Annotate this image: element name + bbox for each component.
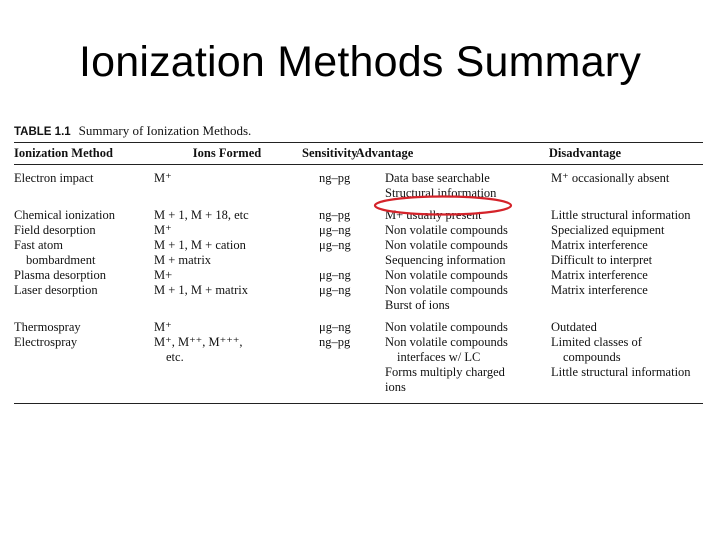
cell-disadvantage <box>551 320 703 335</box>
table-row <box>14 223 703 238</box>
cell-line: Thermospray <box>14 320 81 334</box>
cell-line: Non volatile compounds <box>385 238 508 252</box>
row-gap <box>14 313 703 320</box>
table-row <box>14 283 703 313</box>
cell-advantage <box>385 335 551 395</box>
cell-ions <box>154 223 304 238</box>
cell-line: Matrix interference <box>551 268 648 282</box>
table-caption <box>14 122 703 140</box>
cell-method <box>14 171 154 201</box>
cell-disadvantage <box>551 268 703 283</box>
cell-line: M + 1, M + cation <box>154 238 246 252</box>
cell-ions <box>154 171 304 201</box>
cell-method <box>14 223 154 238</box>
table-row <box>14 268 703 283</box>
slide-title: Ionization Methods Summary <box>78 38 642 86</box>
table-row <box>14 208 703 223</box>
cell-line: μg–ng <box>319 283 351 297</box>
table-row <box>14 171 703 201</box>
table-bottom-rule <box>14 403 703 404</box>
ionization-methods-table <box>14 143 703 164</box>
cell-line: M+ usually present <box>385 208 482 222</box>
table-row <box>14 238 703 268</box>
cell-sensitivity <box>304 283 385 313</box>
cell-method <box>14 320 154 335</box>
cell-line: M⁺ <box>154 223 172 237</box>
cell-line: ng–pg <box>319 171 351 185</box>
cell-line: compounds <box>563 350 621 364</box>
cell-ions <box>154 320 304 335</box>
cell-line: Burst of ions <box>385 298 450 312</box>
cell-disadvantage <box>551 223 703 238</box>
highlight-circle <box>373 195 513 216</box>
ionization-methods-body <box>14 171 703 395</box>
cell-method <box>14 268 154 283</box>
cell-line: Difficult to interpret <box>551 253 653 267</box>
cell-line: M+ <box>154 268 173 282</box>
cell-sensitivity <box>304 223 385 238</box>
cell-line: Electron impact <box>14 171 94 185</box>
cell-line: Limited classes of <box>551 335 642 349</box>
cell-line: Sequencing information <box>385 253 506 267</box>
cell-line: Laser desorption <box>14 283 98 297</box>
cell-line: Data base searchable <box>385 171 490 185</box>
cell-line: Outdated <box>551 320 597 334</box>
cell-line: Plasma desorption <box>14 268 107 282</box>
cell-line: Field desorption <box>14 223 96 237</box>
header-method: Ionization Method <box>14 146 113 160</box>
ionization-table-figure <box>14 122 703 395</box>
cell-line: Non volatile compounds <box>385 335 508 349</box>
cell-line: M + matrix <box>154 253 212 267</box>
cell-line: μg–ng <box>319 223 351 237</box>
cell-disadvantage <box>551 238 703 268</box>
cell-advantage <box>385 320 551 335</box>
cell-sensitivity <box>304 268 385 283</box>
cell-line: M⁺, M⁺⁺, M⁺⁺⁺, <box>154 335 243 349</box>
row-gap <box>14 201 703 208</box>
cell-ions <box>154 268 304 283</box>
cell-ions <box>154 238 304 268</box>
table-row <box>14 335 703 395</box>
cell-method <box>14 208 154 223</box>
table-header-row: Ionization Method Ions Formed Sensitivity Advantage Disadvantage <box>14 143 703 164</box>
cell-line: Forms multiply charged <box>385 365 505 379</box>
cell-method <box>14 283 154 313</box>
cell-line: Electrospray <box>14 335 78 349</box>
cell-line: etc. <box>166 350 184 364</box>
cell-line: μg–ng <box>319 320 351 334</box>
cell-disadvantage <box>551 171 703 201</box>
cell-line: ng–pg <box>319 208 351 222</box>
cell-line: Fast atom <box>14 238 63 252</box>
cell-line: μg–ng <box>319 238 351 252</box>
cell-line: μg–ng <box>319 268 351 282</box>
cell-ions <box>154 208 304 223</box>
cell-line: bombardment <box>26 253 96 267</box>
cell-line: ions <box>385 380 406 394</box>
cell-line: M + 1, M + 18, etc <box>154 208 249 222</box>
cell-disadvantage <box>551 335 703 395</box>
cell-line: M + 1, M + matrix <box>154 283 248 297</box>
cell-line: Non volatile compounds <box>385 283 508 297</box>
cell-advantage <box>385 238 551 268</box>
header-ions: Ions Formed <box>192 146 262 160</box>
cell-advantage <box>385 283 551 313</box>
cell-line: Matrix interference <box>551 283 648 297</box>
highlight-ellipse <box>375 197 511 215</box>
cell-line: Matrix interference <box>551 238 648 252</box>
cell-line: M⁺ <box>154 320 172 334</box>
cell-line: ng–pg <box>319 335 351 349</box>
table-row <box>14 320 703 335</box>
cell-line: Non volatile compounds <box>385 223 508 237</box>
cell-sensitivity <box>304 335 385 395</box>
header-advantage: Advantage <box>355 146 414 160</box>
cell-sensitivity <box>304 320 385 335</box>
cell-line: Little structural information <box>551 208 691 222</box>
cell-advantage <box>385 223 551 238</box>
cell-line: Chemical ionization <box>14 208 116 222</box>
cell-advantage <box>385 268 551 283</box>
cell-disadvantage <box>551 208 703 223</box>
cell-ions <box>154 283 304 313</box>
cell-line: Non volatile compounds <box>385 320 508 334</box>
cell-line: Non volatile compounds <box>385 268 508 282</box>
cell-line: M⁺ occasionally absent <box>551 171 670 185</box>
table-caption-text: Summary of Ionization Methods. <box>78 123 252 138</box>
cell-method <box>14 335 154 395</box>
cell-ions <box>154 335 304 395</box>
cell-line: M⁺ <box>154 171 172 185</box>
header-disadvantage: Disadvantage <box>548 146 622 160</box>
cell-sensitivity <box>304 238 385 268</box>
cell-method <box>14 238 154 268</box>
cell-line: Structural information <box>385 186 497 200</box>
cell-line: interfaces w/ LC <box>397 350 481 364</box>
table-label: TABLE 1.1 <box>14 126 71 138</box>
cell-disadvantage <box>551 283 703 313</box>
cell-line: Little structural information <box>551 365 691 379</box>
cell-line: Specialized equipment <box>551 223 665 237</box>
